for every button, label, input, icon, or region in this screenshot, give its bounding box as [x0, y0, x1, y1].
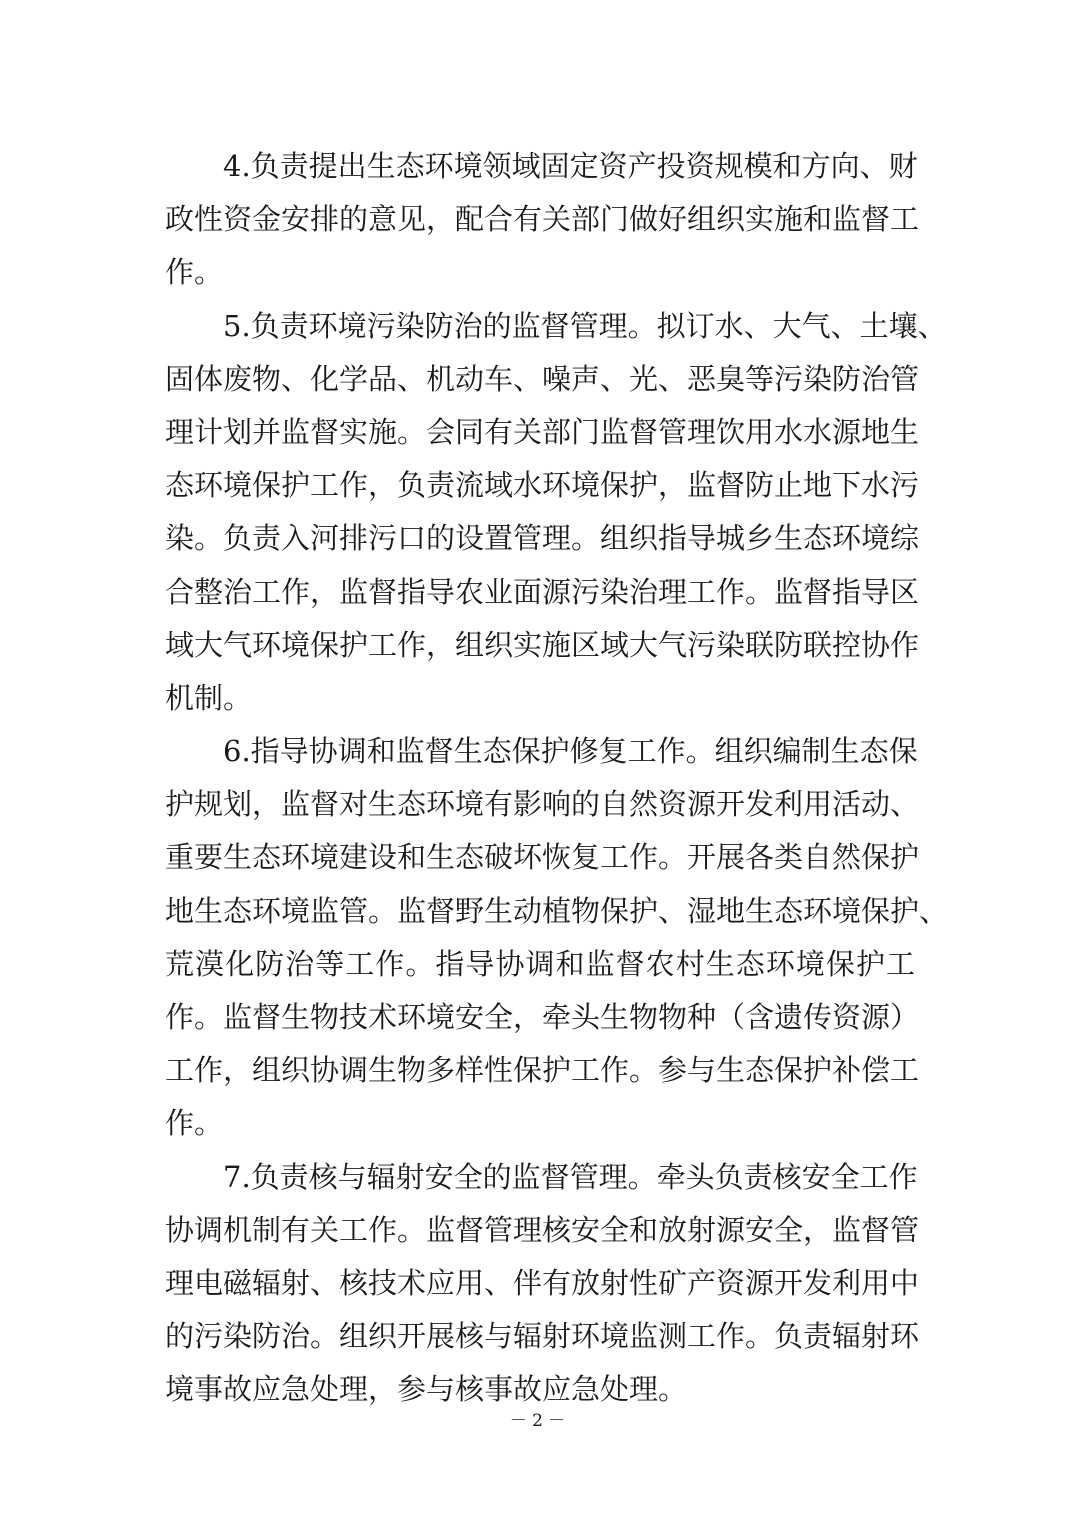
paragraph-line: 合整治工作，监督指导农业面源污染治理工作。监督指导区 — [165, 574, 920, 609]
paragraph-line: 7.负责核与辐射安全的监督管理。牵头负责核安全工作 — [223, 1159, 918, 1194]
paragraph-line: 4.负责提出生态环境领域固定资产投资规模和方向、财 — [223, 149, 918, 183]
paragraph-5 — [165, 300, 947, 726]
page-number: － 2 － — [509, 1411, 566, 1431]
paragraph-line: 态环境保护工作，负责流域水环境保护，监督防止地下水污 — [165, 468, 920, 503]
paragraph-line: 作。监督生物技术环境安全，牵头生物物种（含遗传资源） — [165, 1000, 920, 1034]
paragraph-line: 染。负责入河排污口的设置管理。组织指导城乡生态环境综 — [165, 521, 920, 556]
paragraph-line: 固体废物、化学品、机动车、噪声、光、恶臭等污染防治管 — [165, 361, 920, 396]
paragraph-line: 5.负责环境污染防治的监督管理。拟订水、大气、土壤、 — [223, 308, 947, 343]
paragraph-line: 重要生态环境建设和生态破坏恢复工作。开展各类自然保护 — [165, 840, 920, 875]
paragraph-line: 6.指导协调和监督生态保护修复工作。组织编制生态保 — [223, 734, 918, 769]
paragraph-line: 理计划并监督实施。会同有关部门监督管理饮用水水源地生 — [165, 414, 920, 449]
paragraph-4 — [165, 140, 920, 300]
paragraph-6 — [165, 725, 949, 1151]
paragraph-line: 荒漠化防治等工作。指导协调和监督农村生态环境保护工 — [165, 946, 915, 981]
paragraph-line: 的污染防治。组织开展核与辐射环境监测工作。负责辐射环 — [165, 1319, 920, 1354]
paragraph-line: 域大气环境保护工作，组织实施区域大气污染联防联控协作 — [165, 627, 920, 662]
paragraph-line: 政性资金安排的意见，配合有关部门做好组织实施和监督工 — [165, 202, 920, 237]
document-body — [165, 140, 949, 1417]
paragraph-line: 作。 — [165, 1106, 224, 1141]
paragraph-line: 境事故应急处理，参与核事故应急处理。 — [165, 1372, 688, 1407]
paragraph-7 — [165, 1151, 920, 1417]
paragraph-line: 协调机制有关工作。监督管理核安全和放射源安全，监督管 — [165, 1212, 920, 1247]
paragraph-line: 护规划，监督对生态环境有影响的自然资源开发利用活动、 — [165, 787, 920, 822]
paragraph-line: 作。 — [165, 255, 224, 290]
paragraph-line: 机制。 — [165, 680, 253, 715]
paragraph-line: 工作，组织协调生物多样性保护工作。参与生态保护补偿工 — [165, 1053, 920, 1088]
paragraph-line: 理电磁辐射、核技术应用、伴有放射性矿产资源开发利用中 — [165, 1265, 920, 1300]
paragraph-line: 地生态环境监管。监督野生动植物保护、湿地生态环境保护、 — [165, 893, 949, 928]
